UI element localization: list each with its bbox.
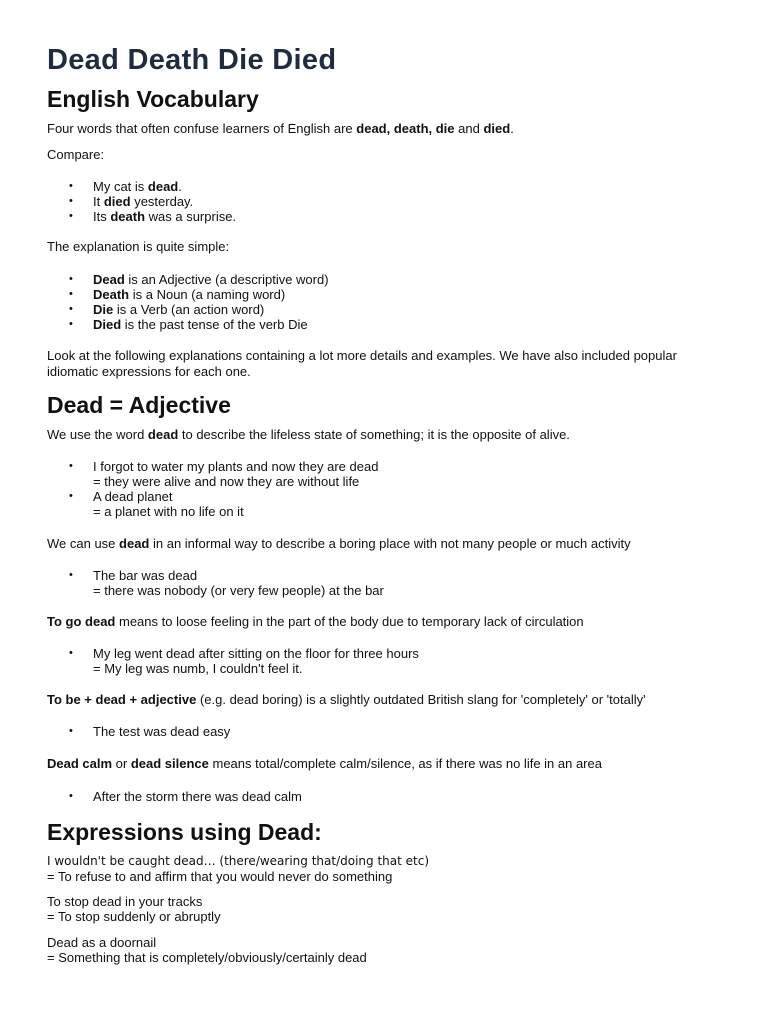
- informal-paragraph: We can use dead in an informal way to describe a boring place with not many people or much activity: [47, 536, 631, 551]
- dead-examples-list: [47, 459, 378, 519]
- expression-phrase: To stop dead in your tracks: [47, 894, 203, 909]
- explanation-list: [47, 272, 329, 332]
- list-item: • I forgot to water my plants and now they are dead = they were alive and now they are without life: [47, 459, 378, 489]
- section-heading-expressions: Expressions using Dead:: [47, 819, 322, 845]
- list-item: • The bar was dead = there was nobody (or very few people) at the bar: [47, 568, 384, 598]
- go-dead-example-list: [47, 646, 419, 676]
- expression-meaning: = To refuse to and affirm that you would never do something: [47, 869, 393, 884]
- look-paragraph-line-2: idiomatic expressions for each one.: [47, 364, 251, 379]
- be-dead-paragraph: To be + dead + adjective (e.g. dead boring) is a slightly outdated British slang for 'completely' or 'totally': [47, 692, 646, 707]
- dead-use-paragraph: We use the word dead to describe the lifeless state of something; it is the opposite of alive.: [47, 427, 570, 442]
- compare-label: Compare:: [47, 147, 105, 162]
- compare-list: [47, 179, 236, 224]
- list-item: • Die is a Verb (an action word): [47, 302, 329, 317]
- section-heading-dead: Dead = Adjective: [47, 392, 231, 418]
- look-paragraph-line-1: Look at the following explanations containing a lot more details and examples. We have also included popular: [47, 348, 677, 363]
- calm-example-list: [47, 789, 302, 804]
- expression-phrase: I wouldn't be caught dead… (there/wearing that/doing that etc): [47, 854, 430, 868]
- intro-paragraph: Four words that often confuse learners of English are dead, death, die and died.: [47, 121, 514, 136]
- list-item: • Dead is an Adjective (a descriptive word): [47, 272, 329, 287]
- go-dead-paragraph: To go dead means to loose feeling in the part of the body due to temporary lack of circulation: [47, 614, 584, 629]
- document-title: Dead Death Die Died: [47, 44, 337, 76]
- be-dead-example-list: [47, 724, 230, 739]
- expression-meaning: = Something that is completely/obviously/certainly dead: [47, 950, 367, 965]
- expression-phrase: Dead as a doornail: [47, 935, 157, 950]
- informal-example-list: [47, 568, 384, 598]
- list-item: • My cat is dead.: [47, 179, 236, 194]
- list-item: • Died is the past tense of the verb Die: [47, 317, 329, 332]
- document-subtitle: English Vocabulary: [47, 86, 259, 112]
- expression-meaning: = To stop suddenly or abruptly: [47, 909, 221, 924]
- list-item: • My leg went dead after sitting on the floor for three hours = My leg was numb, I couldn't feel it.: [47, 646, 419, 676]
- calm-paragraph: Dead calm or dead silence means total/complete calm/silence, as if there was no life in an area: [47, 756, 602, 771]
- explanation-label: The explanation is quite simple:: [47, 239, 230, 254]
- list-item: • A dead planet = a planet with no life on it: [47, 489, 378, 519]
- list-item: • It died yesterday.: [47, 194, 236, 209]
- list-item: • The test was dead easy: [47, 724, 230, 739]
- list-item: • Death is a Noun (a naming word): [47, 287, 329, 302]
- list-item: • After the storm there was dead calm: [47, 789, 302, 804]
- list-item: • Its death was a surprise.: [47, 209, 236, 224]
